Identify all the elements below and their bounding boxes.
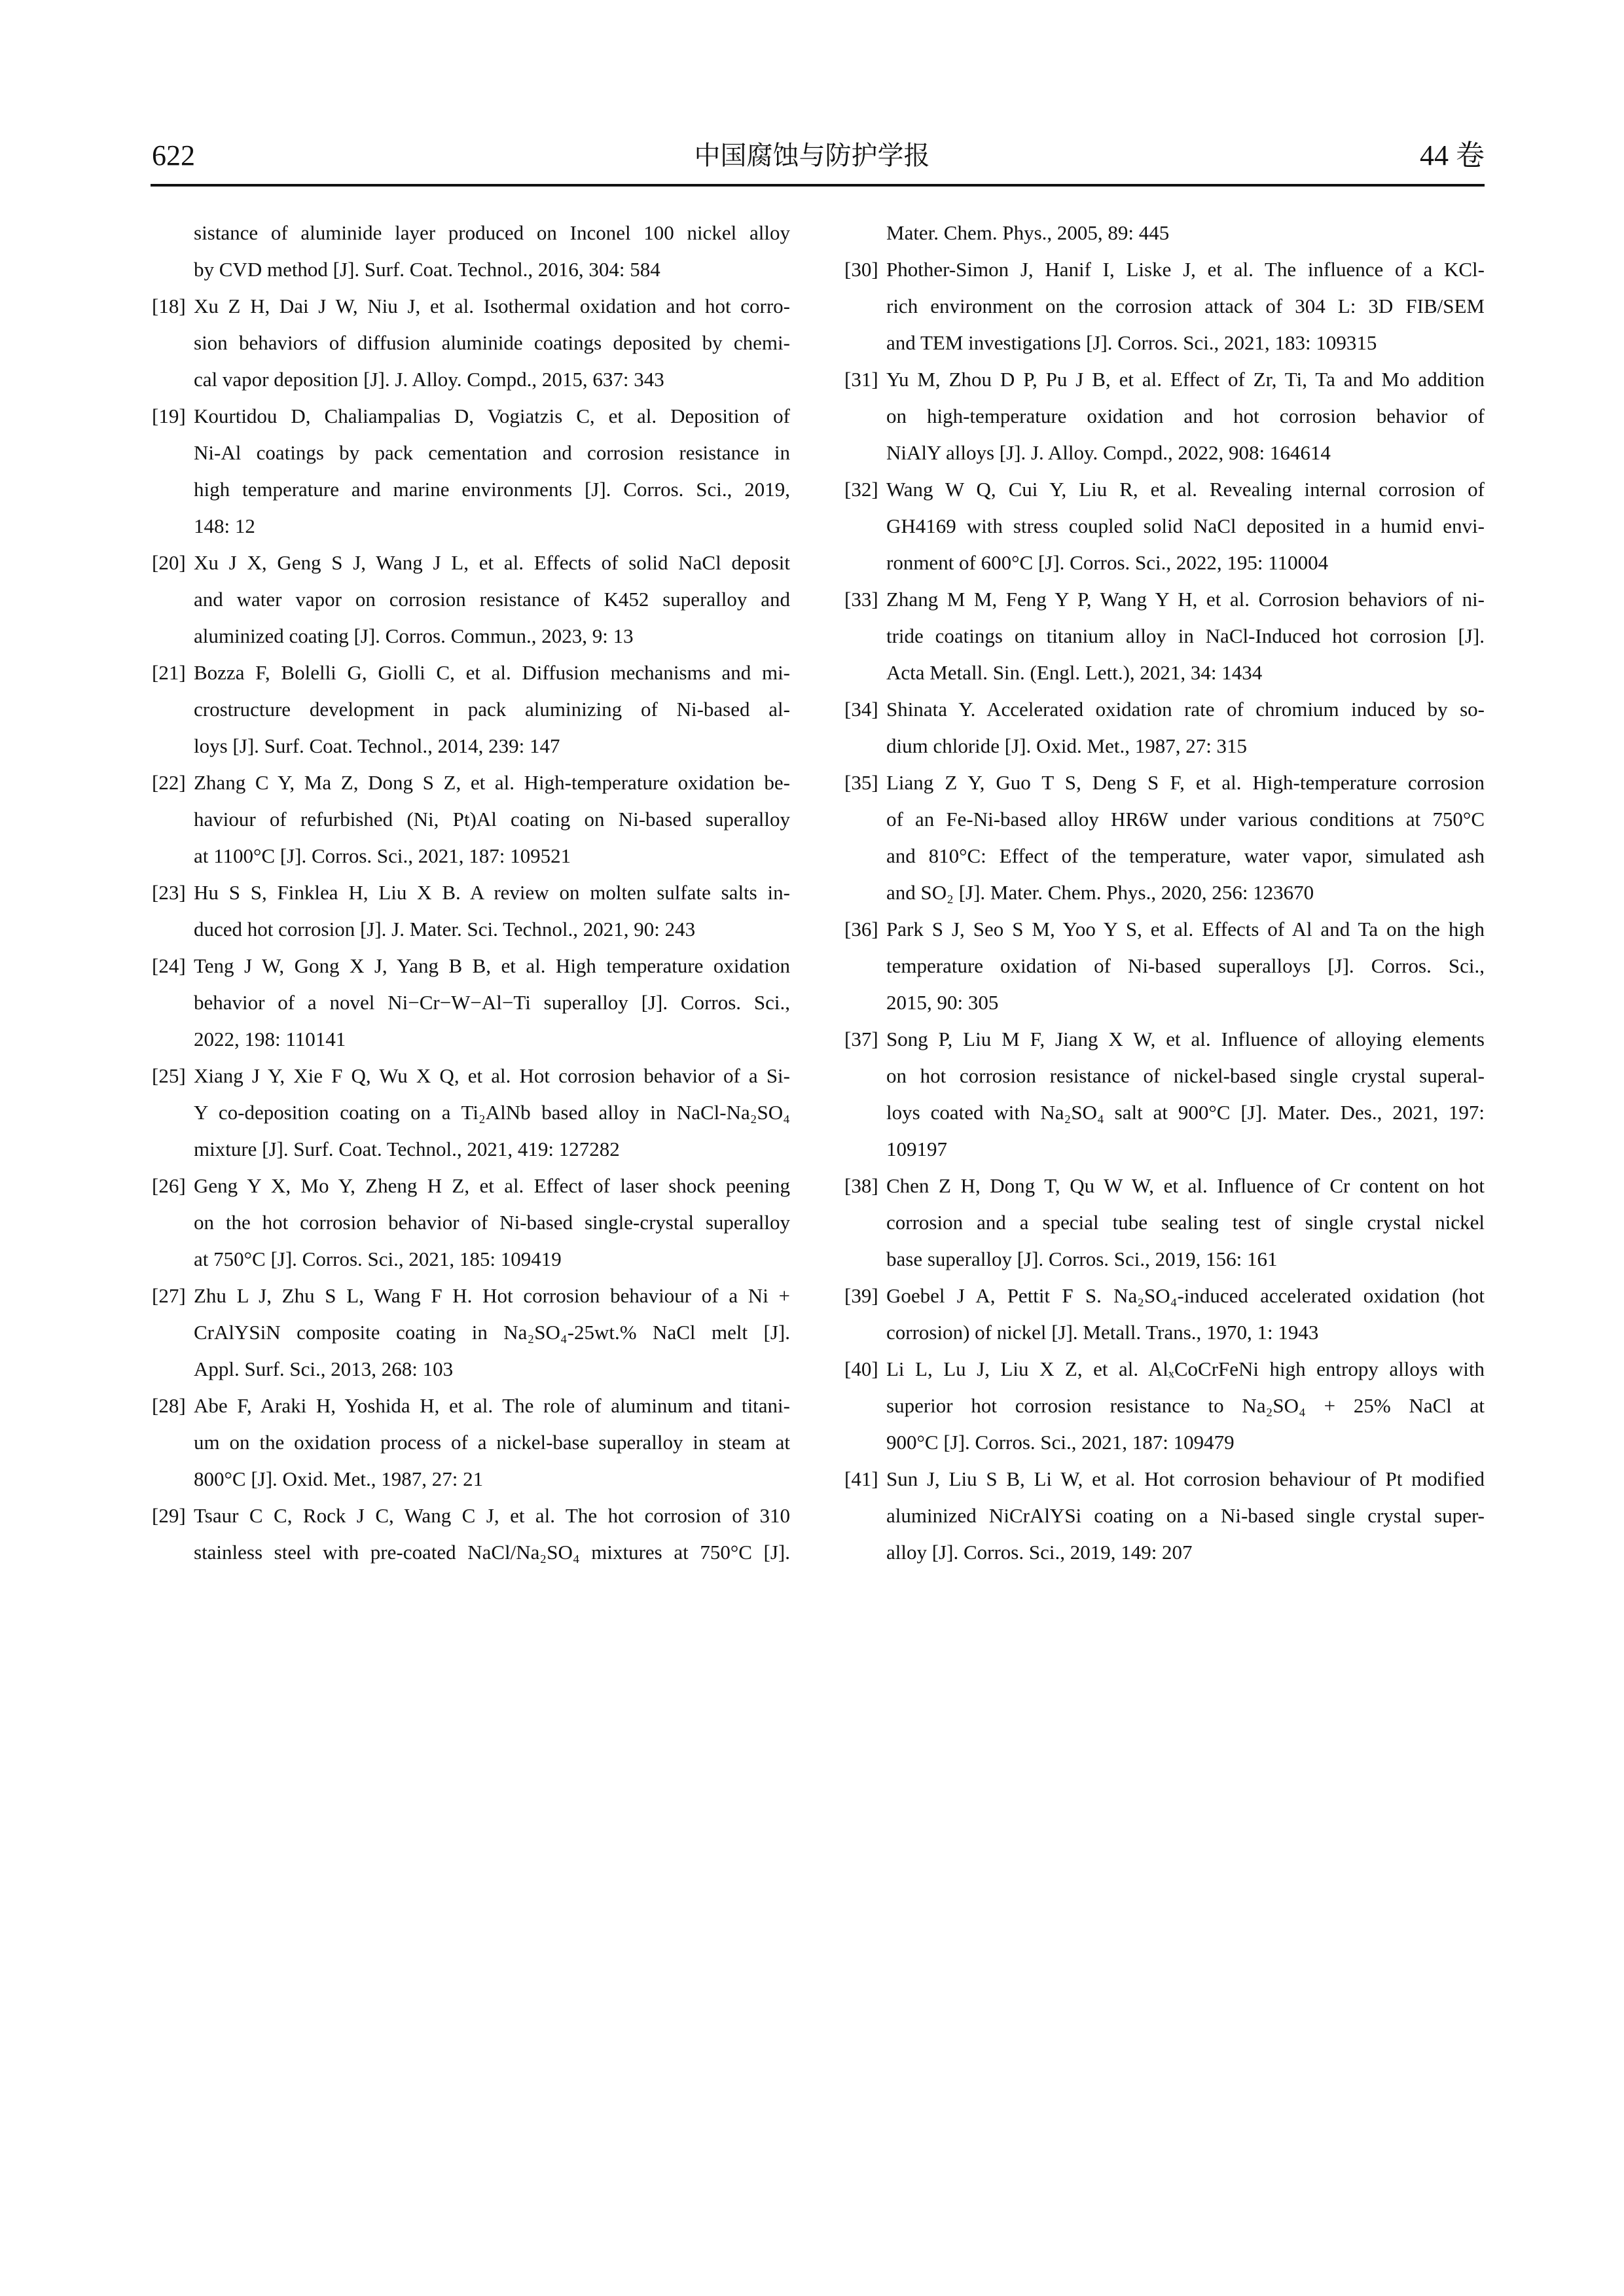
reference-line: by CVD method [J]. Surf. Coat. Technol., 2016, 304: 584 xyxy=(194,258,660,281)
reference-entry xyxy=(844,1021,1485,1168)
reference-line: at 1100°C [J]. Corros. Sci., 2021, 187: 109521 xyxy=(194,844,571,867)
reference-line: base superalloy [J]. Corros. Sci., 2019, 156: 161 xyxy=(886,1247,1278,1270)
reference-line: of an Fe-Ni-based alloy HR6W under various conditions at 750°C xyxy=(886,808,1485,831)
reference-entry xyxy=(152,764,790,874)
reference-line: Zhang M M, Feng Y P, Wang Y H, et al. Corrosion behaviors of ni- xyxy=(886,588,1485,611)
reference-number: [20] xyxy=(152,551,186,574)
reference-line: sistance of aluminide layer produced on Inconel 100 nickel alloy xyxy=(194,221,790,244)
reference-line: corrosion and a special tube sealing test of single crystal nickel xyxy=(886,1211,1485,1234)
reference-line: on high-temperature oxidation and hot corrosion behavior of xyxy=(886,404,1485,427)
reference-number: [37] xyxy=(844,1028,878,1050)
reference-line: rich environment on the corrosion attack of 304 L: 3D FIB/SEM xyxy=(886,295,1485,317)
reference-line: at 750°C [J]. Corros. Sci., 2021, 185: 109419 xyxy=(194,1247,562,1270)
reference-line: on hot corrosion resistance of nickel-based single crystal superal- xyxy=(886,1064,1485,1087)
reference-line: temperature oxidation of Ni-based superalloys [J]. Corros. Sci., xyxy=(886,954,1485,977)
reference-line: Y co-deposition coating on a Ti₂AlNb based alloy in NaCl-Na₂SO₄ xyxy=(194,1101,790,1124)
reference-entry xyxy=(844,581,1485,691)
reference-number: [41] xyxy=(844,1467,878,1490)
reference-line: tride coatings on titanium alloy in NaCl-Induced hot corrosion [J]. xyxy=(886,624,1485,647)
volume-label: 44 卷 xyxy=(1420,139,1485,171)
reference-entry xyxy=(844,1278,1485,1351)
reference-line: mixture [J]. Surf. Coat. Technol., 2021, 419: 127282 xyxy=(194,1138,620,1160)
reference-line: 800°C [J]. Oxid. Met., 1987, 27: 21 xyxy=(194,1467,484,1490)
reference-number: [24] xyxy=(152,954,186,977)
page-number: 622 xyxy=(152,139,195,171)
reference-line: sion behaviors of diffusion aluminide coatings deposited by chemi- xyxy=(194,331,790,354)
reference-line: behavior of a novel Ni−Cr−W−Al−Ti superalloy [J]. Corros. Sci., xyxy=(194,991,790,1014)
reference-line: superior hot corrosion resistance to Na₂SO₄ + 25% NaCl at xyxy=(886,1394,1485,1417)
reference-line: stainless steel with pre-coated NaCl/Na₂SO₄ mixtures at 750°C [J]. xyxy=(194,1541,790,1564)
reference-entry xyxy=(152,215,790,288)
reference-number: [32] xyxy=(844,478,878,501)
reference-line: and water vapor on corrosion resistance of K452 superalloy and xyxy=(194,588,790,611)
reference-line: high temperature and marine environments [J]. Corros. Sci., 2019, xyxy=(194,478,790,501)
reference-number: [33] xyxy=(844,588,878,611)
reference-line: 109197 xyxy=(886,1138,947,1160)
reference-number: [25] xyxy=(152,1064,186,1087)
reference-number: [22] xyxy=(152,771,186,794)
reference-line: Yu M, Zhou D P, Pu J B, et al. Effect of Zr, Ti, Ta and Mo addition xyxy=(886,368,1485,391)
reference-line: NiAlY alloys [J]. J. Alloy. Compd., 2022, 908: 164614 xyxy=(886,441,1331,464)
reference-line: on the hot corrosion behavior of Ni-based single-crystal superalloy xyxy=(194,1211,790,1234)
reference-entry xyxy=(152,1278,790,1388)
reference-line: 2022, 198: 110141 xyxy=(194,1028,346,1050)
reference-line: duced hot corrosion [J]. J. Mater. Sci. Technol., 2021, 90: 243 xyxy=(194,918,696,941)
reference-number: [40] xyxy=(844,1357,878,1380)
reference-line: Song P, Liu M F, Jiang X W, et al. Influence of alloying elements xyxy=(886,1028,1485,1050)
reference-number: [34] xyxy=(844,698,878,721)
header-rule xyxy=(151,184,1485,187)
reference-entry xyxy=(152,1498,790,1571)
journal-title: 中国腐蚀与防护学报 xyxy=(694,141,930,171)
reference-number: [31] xyxy=(844,368,878,391)
reference-number: [23] xyxy=(152,881,186,904)
reference-line: Liang Z Y, Guo T S, Deng S F, et al. High-temperature corrosion xyxy=(886,771,1485,794)
reference-entry xyxy=(152,1168,790,1278)
reference-line: aluminized coating [J]. Corros. Commun., 2023, 9: 13 xyxy=(194,624,634,647)
reference-entry xyxy=(152,655,790,764)
reference-line: Abe F, Araki H, Yoshida H, et al. The role of aluminum and titani- xyxy=(194,1394,790,1417)
reference-line: crostructure development in pack aluminizing of Ni-based al- xyxy=(194,698,790,721)
reference-line: Wang W Q, Cui Y, Liu R, et al. Revealing internal corrosion of xyxy=(886,478,1485,501)
reference-line: Kourtidou D, Chaliampalias D, Vogiatzis C, et al. Deposition of xyxy=(194,404,790,427)
reference-line: Xu J X, Geng S J, Wang J L, et al. Effects of solid NaCl deposit xyxy=(194,551,790,574)
right-reference-column xyxy=(844,215,1485,1571)
reference-line: ronment of 600°C [J]. Corros. Sci., 2022, 195: 110004 xyxy=(886,551,1329,574)
reference-number: [26] xyxy=(152,1174,186,1197)
reference-line: aluminized NiCrAlYSi coating on a Ni-based single crystal super- xyxy=(886,1504,1485,1527)
reference-line: cal vapor deposition [J]. J. Alloy. Compd., 2015, 637: 343 xyxy=(194,368,664,391)
reference-line: Acta Metall. Sin. (Engl. Lett.), 2021, 34: 1434 xyxy=(886,661,1263,684)
reference-line: and 810°C: Effect of the temperature, water vapor, simulated ash xyxy=(886,844,1485,867)
reference-entry xyxy=(152,288,790,398)
left-reference-column xyxy=(152,215,790,1571)
reference-line: CrAlYSiN composite coating in Na₂SO₄-25wt.% NaCl melt [J]. xyxy=(194,1321,790,1344)
reference-line: Ni-Al coatings by pack cementation and corrosion resistance in xyxy=(194,441,790,464)
reference-line: dium chloride [J]. Oxid. Met., 1987, 27: 315 xyxy=(886,734,1248,757)
reference-entry xyxy=(844,764,1485,911)
reference-line: Tsaur C C, Rock J C, Wang C J, et al. The hot corrosion of 310 xyxy=(194,1504,790,1527)
reference-entry xyxy=(152,545,790,655)
reference-number: [38] xyxy=(844,1174,878,1197)
reference-line: loys [J]. Surf. Coat. Technol., 2014, 239: 147 xyxy=(194,734,560,757)
reference-line: Sun J, Liu S B, Li W, et al. Hot corrosion behaviour of Pt modified xyxy=(886,1467,1485,1490)
reference-line: GH4169 with stress coupled solid NaCl deposited in a humid envi- xyxy=(886,514,1485,537)
reference-number: [19] xyxy=(152,404,186,427)
reference-number: [29] xyxy=(152,1504,186,1527)
reference-entry xyxy=(844,1461,1485,1571)
reference-line: alloy [J]. Corros. Sci., 2019, 149: 207 xyxy=(886,1541,1193,1564)
reference-number: [27] xyxy=(152,1284,186,1307)
reference-line: Mater. Chem. Phys., 2005, 89: 445 xyxy=(886,221,1170,244)
reference-line: Teng J W, Gong X J, Yang B B, et al. High temperature oxidation xyxy=(194,954,790,977)
reference-number: [30] xyxy=(844,258,878,281)
reference-entry xyxy=(844,215,1485,251)
reference-line: Bozza F, Bolelli G, Giolli C, et al. Diffusion mechanisms and mi- xyxy=(194,661,790,684)
reference-line: Appl. Surf. Sci., 2013, 268: 103 xyxy=(194,1357,454,1380)
reference-line: Zhang C Y, Ma Z, Dong S Z, et al. High-temperature oxidation be- xyxy=(194,771,790,794)
reference-line: 900°C [J]. Corros. Sci., 2021, 187: 109479 xyxy=(886,1431,1235,1454)
reference-entry xyxy=(844,361,1485,471)
reference-number: [35] xyxy=(844,771,878,794)
reference-entry xyxy=(844,1168,1485,1278)
reference-line: corrosion) of nickel [J]. Metall. Trans., 1970, 1: 1943 xyxy=(886,1321,1319,1344)
reference-line: Chen Z H, Dong T, Qu W W, et al. Influence of Cr content on hot xyxy=(886,1174,1485,1197)
reference-entry xyxy=(844,911,1485,1021)
reference-line: and TEM investigations [J]. Corros. Sci., 2021, 183: 109315 xyxy=(886,331,1377,354)
reference-entry xyxy=(152,1388,790,1498)
reference-entry xyxy=(152,874,790,948)
reference-entry xyxy=(844,1351,1485,1461)
reference-number: [36] xyxy=(844,918,878,941)
reference-line: 148: 12 xyxy=(194,514,255,537)
reference-line: and SO₂ [J]. Mater. Chem. Phys., 2020, 256: 123670 xyxy=(886,881,1314,904)
reference-line: Shinata Y. Accelerated oxidation rate of chromium induced by so- xyxy=(886,698,1485,721)
reference-line: Xu Z H, Dai J W, Niu J, et al. Isothermal oxidation and hot corro- xyxy=(194,295,790,317)
reference-line: haviour of refurbished (Ni, Pt)Al coating on Ni-based superalloy xyxy=(194,808,790,831)
reference-line: Park S J, Seo S M, Yoo Y S, et al. Effects of Al and Ta on the high xyxy=(886,918,1485,941)
reference-line: Phother-Simon J, Hanif I, Liske J, et al. The influence of a KCl- xyxy=(886,258,1485,281)
reference-number: [21] xyxy=(152,661,186,684)
reference-line: Xiang J Y, Xie F Q, Wu X Q, et al. Hot corrosion behavior of a Si- xyxy=(194,1064,790,1087)
reference-line: 2015, 90: 305 xyxy=(886,991,999,1014)
reference-line: Zhu L J, Zhu S L, Wang F H. Hot corrosion behaviour of a Ni + xyxy=(194,1284,790,1307)
reference-line: Hu S S, Finklea H, Liu X B. A review on molten sulfate salts in- xyxy=(194,881,790,904)
reference-number: [28] xyxy=(152,1394,186,1417)
reference-line: Geng Y X, Mo Y, Zheng H Z, et al. Effect of laser shock peening xyxy=(194,1174,790,1197)
reference-entry xyxy=(844,691,1485,764)
reference-line: Li L, Lu J, Liu X Z, et al. AlₓCoCrFeNi high entropy alloys with xyxy=(886,1357,1485,1380)
reference-line: um on the oxidation process of a nickel-base superalloy in steam at xyxy=(194,1431,790,1454)
reference-entry xyxy=(152,398,790,545)
reference-entry xyxy=(152,1058,790,1168)
reference-entry xyxy=(844,251,1485,361)
reference-entry xyxy=(844,471,1485,581)
reference-number: [18] xyxy=(152,295,186,317)
reference-entry xyxy=(152,948,790,1058)
reference-line: loys coated with Na₂SO₄ salt at 900°C [J]. Mater. Des., 2021, 197: xyxy=(886,1101,1485,1124)
reference-line: Goebel J A, Pettit F S. Na₂SO₄-induced accelerated oxidation (hot xyxy=(886,1284,1485,1307)
reference-number: [39] xyxy=(844,1284,878,1307)
